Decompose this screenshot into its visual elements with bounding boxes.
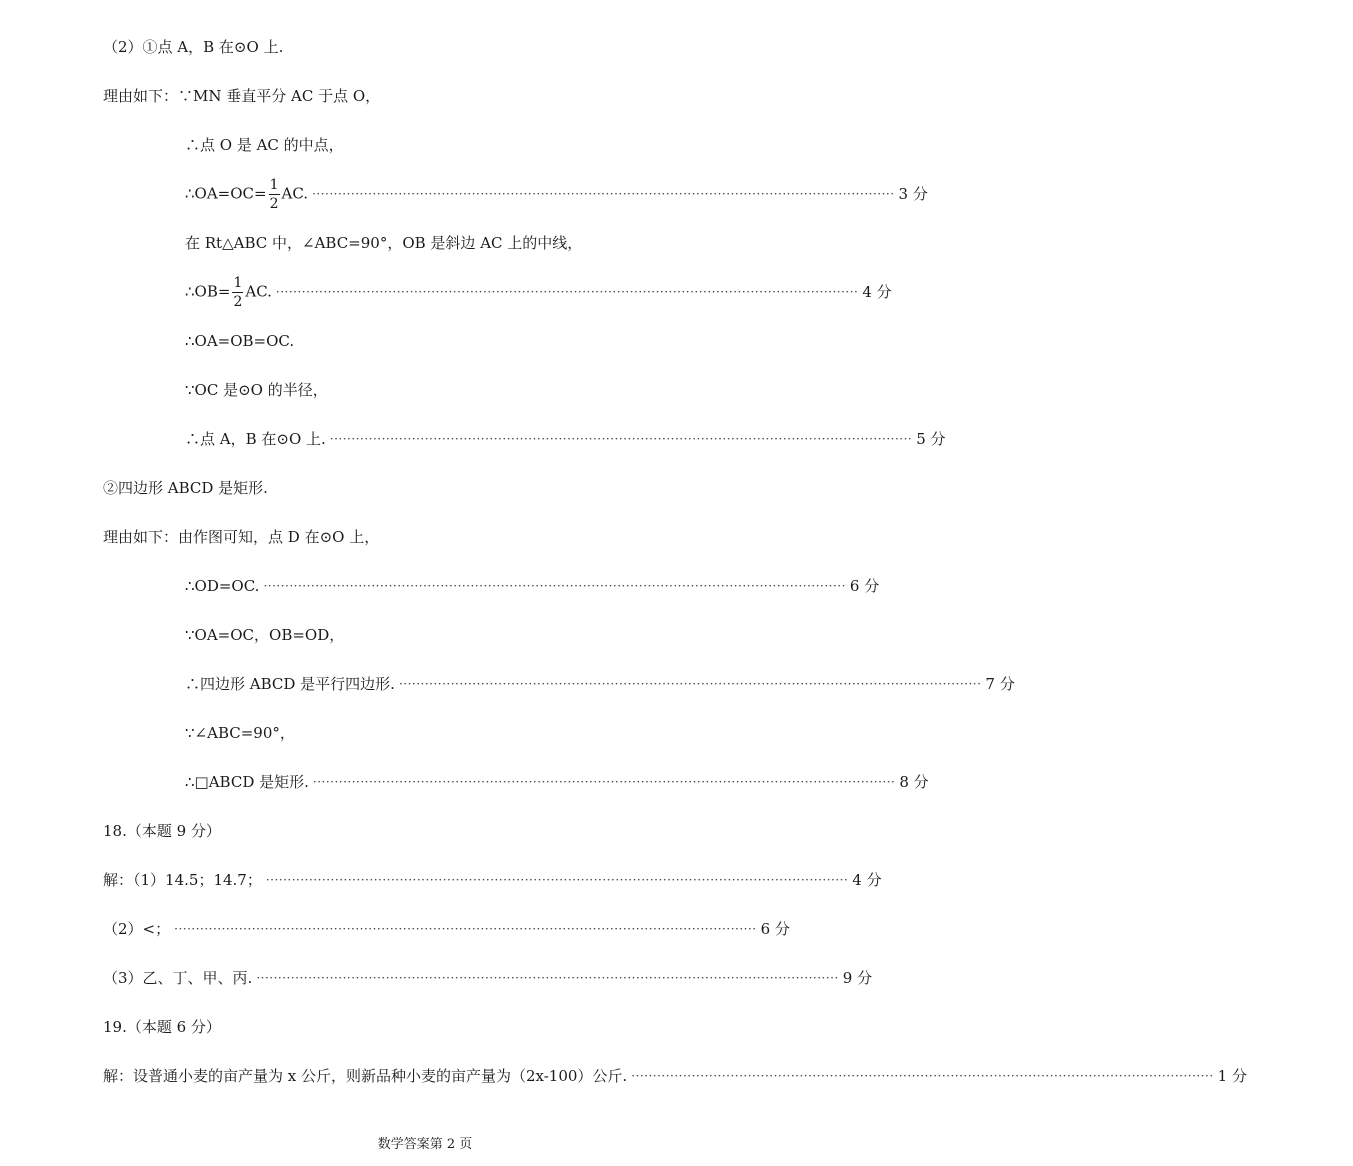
answer-line-part2-1 [0,32,850,62]
dot-leader: ······································································································································· [263,579,846,593]
answer-text: ∵∠ABC=90°， [185,724,295,742]
answer-line-scored [0,1061,1247,1091]
score-label: 9 分 [842,969,873,987]
answer-text: （2）①点 A，B 在⊙O 上. [103,38,284,56]
dot-leader: ······································································································································· [312,775,896,789]
answer-line-scored [0,767,929,797]
answer-text: （3）乙、丁、甲、丙. [103,969,253,987]
dot-leader: ······································································································································· [256,971,839,985]
answer-text: 理由如下：∵MN 垂直平分 AC 于点 O， [103,87,381,105]
score-label: 5 分 [916,430,946,448]
answer-line-scored [0,865,882,895]
answer-line [0,326,850,356]
answer-formula [185,178,308,211]
answer-text: ∴四边形 ABCD 是平行四边形. [185,675,395,693]
score-label: 3 分 [898,185,928,203]
answer-text: 理由如下：由作图可知，点 D 在⊙O 上， [103,528,380,546]
answer-text: ∴点 A，B 在⊙O 上. [185,430,326,448]
answer-line [0,130,850,160]
answer-line-part2-2 [0,473,850,503]
dot-leader: ······································································································································· [174,922,757,936]
fraction-numerator: 1 [233,274,243,291]
score-label: 1 分 [1217,1067,1247,1085]
score-label: 6 分 [760,920,790,938]
score-label: 8 分 [899,773,929,791]
page-footer: 数学答案第 2 页 [377,1137,473,1152]
dot-leader: ······································································································································· [265,873,849,887]
formula-suffix: AC. [245,282,272,300]
fraction-numerator: 1 [269,176,279,193]
answer-text: ∴OD=OC. [185,577,260,595]
answer-text: ∵OA=OC，OB=OD， [185,626,345,644]
question-heading-18 [0,816,850,846]
answer-line-reason-1 [0,81,850,111]
answer-line [0,375,850,405]
answer-line-scored [0,963,873,993]
fraction-denominator: 2 [233,293,243,310]
answer-line [0,718,850,748]
answer-text: 解：（1）14.5；14.7； [103,871,262,889]
dot-leader: ······································································································································· [631,1069,1214,1083]
score-label: 7 分 [985,675,1015,693]
formula-prefix: ∴OB= [185,282,231,300]
formula-prefix: ∴OA=OC= [185,184,267,202]
formula-suffix: AC. [281,184,309,202]
answer-line [0,620,850,650]
answer-line-scored [0,914,850,944]
answer-text: ∴□ABCD 是矩形. [185,773,309,791]
score-label: 4 分 [852,871,882,889]
heading-text: 18.（本题 9 分） [103,822,221,840]
answer-formula [185,276,272,309]
answer-line-scored [0,274,892,310]
dot-leader: ······································································································································· [398,677,982,691]
answer-text: ∵OC 是⊙O 的半径， [185,381,328,399]
answer-text: ∴点 O 是 AC 的中点， [185,136,344,154]
dot-leader: ······································································································································· [275,285,859,299]
answer-line [0,228,850,258]
answer-text: 在 Rt△ABC 中，∠ABC=90°，OB 是斜边 AC 上的中线， [185,234,583,252]
score-label: 6 分 [849,577,880,595]
fraction [232,276,243,309]
answer-text: （2）<； [103,920,171,938]
answer-line-scored [0,669,1015,699]
heading-text: 19.（本题 6 分） [103,1018,221,1036]
answer-line-scored [0,424,946,454]
fraction-denominator: 2 [269,195,279,212]
answer-text: ∴OA=OB=OC. [185,332,295,350]
answer-text: 解：设普通小麦的亩产量为 x 公斤，则新品种小麦的亩产量为（2x-100）公斤. [103,1067,628,1085]
dot-leader: ······································································································································· [312,187,895,201]
fraction [269,178,280,211]
answer-line-scored [0,571,880,601]
dot-leader: ······································································································································· [329,432,913,446]
answer-text: ②四边形 ABCD 是矩形. [103,479,268,497]
answer-line-scored [0,176,928,212]
question-heading-19 [0,1012,850,1042]
score-label: 4 分 [862,283,892,301]
answer-line-reason-2 [0,522,850,552]
